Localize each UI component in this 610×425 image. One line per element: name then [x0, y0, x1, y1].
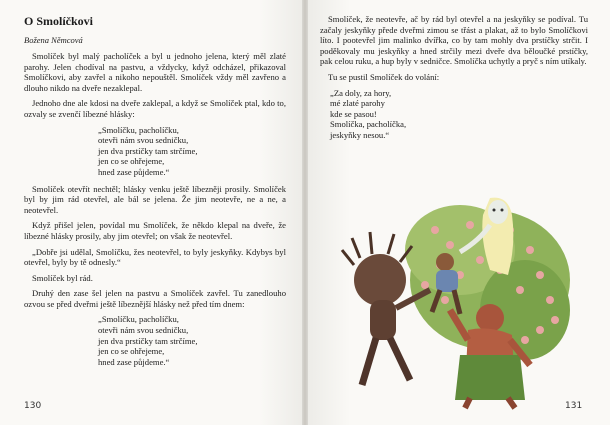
paragraph: Tu se pustil Smolíček do volání: — [328, 71, 440, 82]
verse-line: „Smolíčku, pacholíčku, — [98, 314, 179, 325]
book-gutter — [302, 0, 308, 425]
paragraph: Smolíček, že neotevře, ač by rád byl otevřel a na jeskyňky se podíval. Tu začaly jeskyňky předе dveřmi zimou se třást a plakat, až to bylo Smolíčkovi líto. I pootevřel jim malinko dvířka, co by tam mohly dva prstíčky strčit. I poděkovaly mu jeskyňky a hned strčily mezi dveře dva běloučké prstíčky, pak celou ruku, a hup byly v sedničce. Smolíčka uchytly a pryč s ním utíkaly. — [320, 14, 588, 67]
verse-line: mé zlaté parohy — [330, 98, 385, 109]
story-title: O Smolíčkovi — [24, 14, 94, 28]
paragraph: Druhý den zase šel jelen na pastvu a Smolíček zavřel. Tu zanedlouho ozvou se před dveřmi ještě líbeznější hlásky než před tím dnem: — [24, 288, 286, 309]
page-number-left: 130 — [24, 401, 42, 411]
verse-line: kde se pasou! — [330, 108, 377, 119]
story-author: Božena Němcová — [24, 35, 83, 45]
verse-line: Smolíčka, pacholíčka, — [330, 119, 407, 130]
paragraph: Smolíček otevřít nechtěl; hlásky venku ještě líbezněji prosily. Smolíček byl by jim rád otevřel, ale bál se jelena. Že jim neotevře, ne a ne, a neotevřel. — [24, 183, 286, 215]
verse-line: hned zase půjdeme.“ — [98, 356, 170, 367]
paragraph: Smolíček byl malý pacholíček a byl u jednoho jelena, který měl zlaté parohy. Jelen chodíval na pastvu, a vždycky, když odcházel, přikazoval Smolíčkovi, aby zavřel a nikoho nepouštěl. Smolíček vždy měl zavřeno a dlouho nikdo na dveře nezaklepal. — [24, 51, 286, 93]
verse-line: jen dva prstíčky tam strčíme, — [98, 335, 198, 346]
paragraph: Jednoho dne ale kdosi na dveře zaklepal, a když se Smolíček ptal, kdo to, ozvaly se zvenčí líbezné hlásky: — [24, 98, 286, 119]
paragraph: „Dobře jsi udělal, Smolíčku, žes neotevřel, to byly jeskyňky. Kdybys byl otevřel, byly by tě odnesly.“ — [24, 246, 286, 268]
paragraph: Smolíček byl rád. — [32, 272, 93, 283]
verse-line: otevři nám svou sedničku, — [98, 135, 189, 146]
verse-line: „Za doly, za hory, — [330, 87, 392, 98]
verse-line: jeskyňky nesou.“ — [330, 129, 390, 140]
verse-block — [98, 125, 286, 178]
page-number-right: 131 — [565, 401, 583, 411]
paragraph: Když přišel jelen, povídal mu Smolíček, že někdo klepal na dveře, že líbezné hlásky prosily, aby jim otevřel; on však že neotevřel. — [24, 220, 286, 241]
verse-line: otevři nám svou sedničku, — [98, 325, 189, 336]
right-page-text — [320, 14, 588, 147]
verse-line: jen co se ohřejeme, — [98, 156, 165, 167]
verse-block — [98, 314, 286, 367]
verse-line: jen dva prstíčky tam strčíme, — [98, 145, 198, 156]
story-illustration — [340, 190, 570, 410]
left-page-text — [24, 14, 286, 373]
verse-line: hned zase půjdeme.“ — [98, 166, 170, 177]
verse-line: „Smolíčku, pacholíčku, — [98, 124, 179, 135]
verse-block — [330, 88, 588, 141]
verse-line: jen co se ohřejeme, — [98, 346, 165, 357]
